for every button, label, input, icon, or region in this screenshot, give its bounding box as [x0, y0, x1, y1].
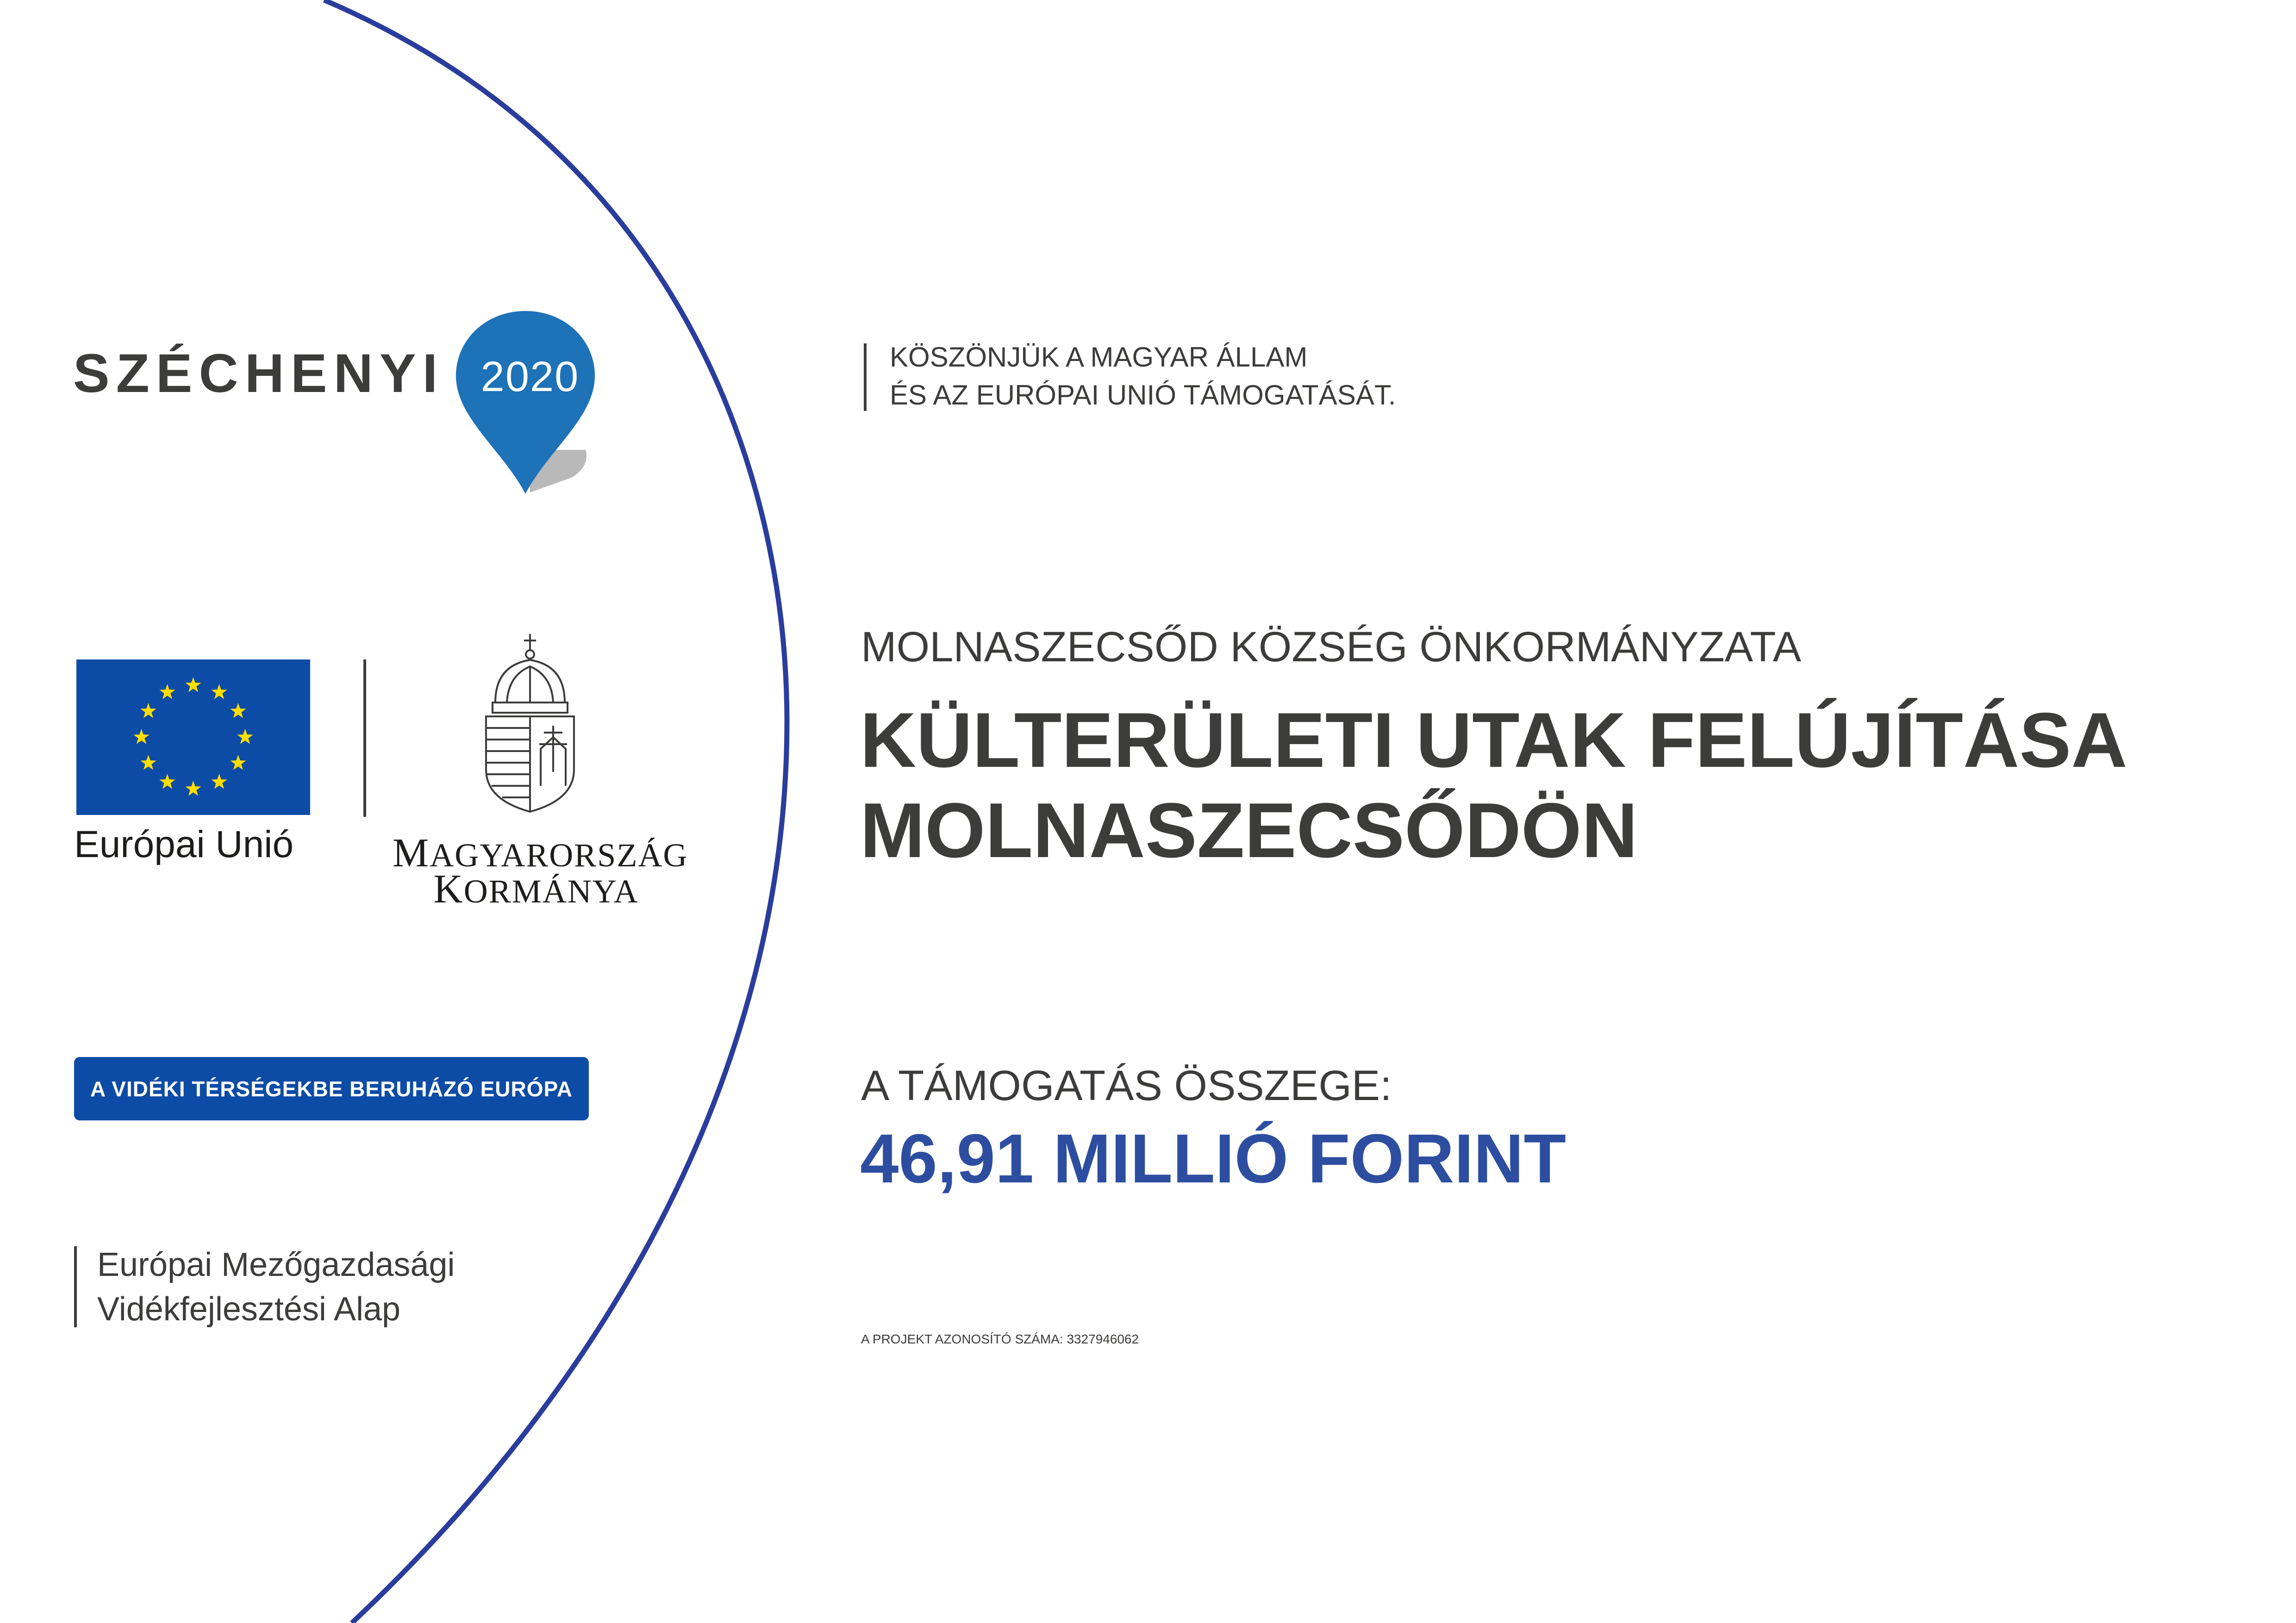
eu-flag-icon	[76, 659, 310, 815]
fund-divider	[74, 1246, 77, 1327]
support-amount-value: 46,91 MILLIÓ FORINT	[860, 1119, 1566, 1197]
map-pin-icon	[456, 311, 595, 496]
project-id: A PROJEKT AZONOSÍTÓ SZÁMA: 3327946062	[861, 1332, 1139, 1346]
thanks-line2: ÉS AZ EURÓPAI UNIÓ TÁMOGATÁSÁT.	[890, 379, 1396, 410]
rural-europe-badge-text: A VIDÉKI TÉRSÉGEKBE BERUHÁZÓ EURÓPA	[90, 1076, 573, 1101]
eu-label: Európai Unió	[74, 823, 294, 865]
project-title-line2: MOLNASZECSŐDÖN	[860, 787, 1638, 874]
szechenyi-year: 2020	[480, 353, 580, 400]
fund-name-line2: Vidékfejlesztési Alap	[97, 1291, 401, 1328]
thanks-line1: KÖSZÖNJÜK A MAGYAR ÁLLAM	[890, 342, 1308, 373]
thanks-divider	[864, 343, 867, 411]
project-title-line1: KÜLTERÜLETI UTAK FELÚJÍTÁSA	[860, 696, 2128, 784]
government-name-line1: MAGYARORSZÁG	[393, 831, 688, 876]
rural-europe-badge	[74, 1057, 589, 1120]
support-amount-label: A TÁMOGATÁS ÖSSZEGE:	[861, 1062, 1392, 1109]
coat-of-arms-icon	[481, 633, 579, 814]
szechenyi-wordmark: SZÉCHENYI	[73, 343, 444, 404]
logo-divider	[363, 659, 366, 817]
beneficiary-name: MOLNASZECSŐD KÖZSÉG ÖNKORMÁNYZATA	[861, 623, 1802, 671]
fund-name-line1: Európai Mezőgazdasági	[97, 1246, 455, 1283]
government-name-line2: KORMÁNYA	[433, 867, 639, 912]
